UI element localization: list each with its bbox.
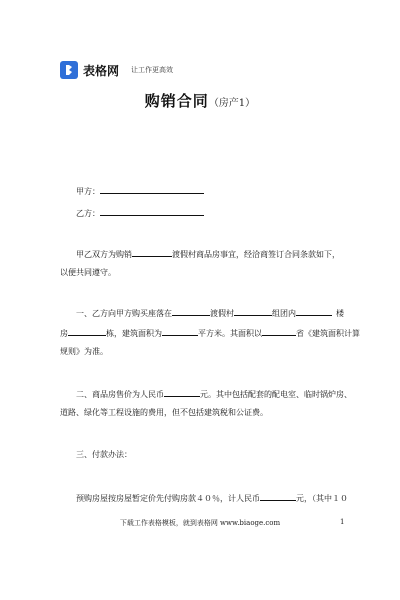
party-b-label: 乙方：: [76, 209, 100, 218]
clause3-line: [76, 449, 132, 461]
clause1-blank-5: [162, 326, 198, 336]
party-b-blank: [100, 206, 204, 216]
clause1-text-d: 楼: [336, 309, 344, 318]
title-sub: （房产1）: [208, 98, 256, 109]
clause1-text-c: 组团内: [272, 309, 296, 318]
payment-text-a: 预购房屋按房屋暂定价先付购房款４０％，计人民币: [76, 494, 260, 503]
intro-text-1: 甲乙双方为购销: [76, 250, 132, 259]
intro-text-2: 渡假村商品房事宜，经洽商签订合同条款如下，: [172, 250, 340, 259]
brand-slogan: 让工作更高效: [131, 66, 174, 74]
clause2-text-a: 二、商品房售价为人民币: [76, 390, 164, 399]
payment-text-b: 元，（其中１０: [296, 494, 348, 503]
clause1-text-b: 渡假村: [210, 309, 234, 318]
party-b-line: [76, 206, 204, 220]
clause3-text: 三、付款办法：: [76, 450, 132, 459]
intro-blank: [132, 247, 172, 257]
document-title: [0, 90, 400, 111]
clause1-blank-4: [68, 326, 106, 336]
page-number: 1: [340, 518, 345, 526]
footer-text: 下载工作表格模板，就到表格网 www.biaoge.com: [119, 519, 281, 527]
clause1-text-f: 栋，建筑面积为: [106, 329, 162, 338]
clause1-line-1: [76, 306, 344, 320]
clause1-blank-1: [172, 306, 210, 316]
clause2-blank-1: [164, 387, 200, 397]
payment-blank: [260, 491, 296, 501]
header: [60, 60, 173, 80]
clause1-text-e: 房: [60, 329, 68, 338]
clause2-line-1: [76, 387, 352, 401]
logo-icon: [60, 61, 78, 79]
clause1-blank-3: [296, 306, 332, 316]
intro-line-2: [60, 267, 116, 279]
clause1-line-3: [60, 346, 108, 358]
party-a-blank: [100, 184, 204, 194]
clause2-text-c: 道路、绿化等工程设施的费用，但不包括建筑税和公证费。: [60, 408, 268, 417]
payment-line: [76, 491, 348, 505]
intro-line-1: [76, 247, 340, 261]
clause2-line-2: [60, 407, 268, 419]
clause1-text-h: 省《建筑面积计算: [296, 329, 360, 338]
party-a-label: 甲方：: [76, 187, 100, 196]
intro-text-3: 以便共同遵守。: [60, 268, 116, 277]
clause1-text-a: 一、乙方向甲方购买座落在: [76, 309, 172, 318]
clause2-text-b: 元。其中包括配套的配电室、临时锅炉房、: [200, 390, 352, 399]
brand-name: 表格网: [83, 63, 120, 78]
clause1-text-i: 规则》为准。: [60, 347, 108, 356]
clause1-blank-2: [234, 306, 272, 316]
clause1-text-g: 平方米。其面积以: [198, 329, 262, 338]
party-a-line: [76, 184, 204, 198]
clause1-blank-6: [262, 326, 296, 336]
title-main: 购销合同: [144, 92, 209, 110]
clause1-line-2: [60, 326, 360, 340]
